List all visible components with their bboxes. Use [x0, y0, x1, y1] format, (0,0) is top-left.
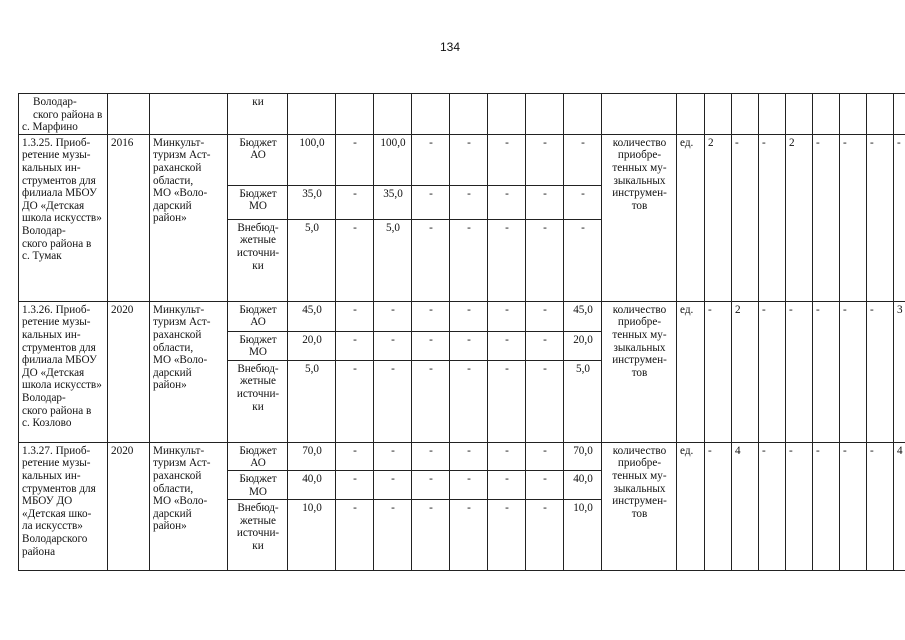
funding-total-cell: 40,0: [288, 470, 336, 499]
measure-name-line: района: [22, 545, 56, 558]
funding-source-line: ки: [252, 539, 264, 552]
indicator-line: тенных му-: [612, 161, 667, 174]
indicator-value-cell: -: [840, 301, 867, 442]
funding-y6-cell: -: [526, 442, 564, 470]
funding-source-line: жетные: [240, 234, 276, 247]
funding-total-cell: 10,0: [288, 499, 336, 570]
indicator-cell: [602, 442, 677, 570]
funding-y4-cell: -: [450, 301, 488, 331]
indicator-line: инструмен-: [612, 495, 667, 508]
executor-cell: [150, 442, 228, 570]
indicator-value-cell: 2: [732, 301, 759, 442]
measure-name-cell: [19, 134, 108, 301]
funding-y4-cell: -: [450, 470, 488, 499]
funding-y5-cell: -: [488, 219, 526, 301]
measure-name-line: Володар-: [22, 391, 66, 404]
funding-y5-cell: -: [488, 499, 526, 570]
funding-source-line: жетные: [240, 375, 276, 388]
measure-name-line: струментов для: [22, 341, 96, 354]
funding-source-line: источни-: [236, 246, 280, 259]
funding-source-cell: [228, 185, 288, 219]
measure-name-line: 1.3.25. Приоб-: [22, 136, 91, 149]
funding-source-line: МО: [248, 346, 268, 359]
measure-name-line: ДО «Детская: [22, 199, 85, 212]
funding-y1-cell: -: [336, 219, 374, 301]
funding-y1-cell: -: [336, 185, 374, 219]
funding-y3-cell: -: [412, 331, 450, 360]
funding-source-line: Бюджет: [239, 187, 277, 200]
indicator-line: инструмен-: [612, 187, 667, 200]
funding-y4-cell: -: [450, 185, 488, 219]
funding-y6-cell: -: [526, 331, 564, 360]
funding-y1-cell: -: [336, 331, 374, 360]
funding-y2-cell: 5,0: [374, 219, 412, 301]
funding-source-cell: [228, 499, 288, 570]
funding-y4-cell: -: [450, 331, 488, 360]
unit-cell: ед.: [677, 301, 705, 442]
measure-name-line: МБОУ ДО: [22, 495, 73, 508]
indicator-value-cell: -: [867, 134, 894, 301]
indicator-line: количество: [612, 303, 667, 316]
measure-name-line: «Детская шко-: [22, 507, 92, 520]
indicator-line: зыкальных: [613, 174, 666, 187]
indicator-value-cell: -: [759, 134, 786, 301]
funding-y1-cell: -: [336, 470, 374, 499]
funding-source-line: Бюджет: [239, 472, 277, 485]
funding-source-cell: [228, 360, 288, 442]
funding-y7-cell: 40,0: [564, 470, 602, 499]
funding-total-cell: 70,0: [288, 442, 336, 470]
funding-y4-cell: -: [450, 360, 488, 442]
funding-y4-cell: -: [450, 442, 488, 470]
executor-line: Минкульт-: [153, 136, 205, 149]
funding-source-line: ки: [252, 259, 264, 272]
measure-name-line: кальных ин-: [22, 161, 81, 174]
funding-y5-cell: -: [488, 470, 526, 499]
table-row: [19, 134, 905, 185]
indicator-value-cell: 3: [894, 301, 905, 442]
measure-name-cell: [19, 94, 108, 135]
measure-name-line: струментов для: [22, 174, 96, 187]
indicator-value-cell: -: [840, 134, 867, 301]
measure-name-line: школа искусств»: [22, 379, 102, 392]
funding-y7-cell: 70,0: [564, 442, 602, 470]
funding-source-line: АО: [250, 316, 266, 329]
funding-source-line: АО: [250, 457, 266, 470]
funding-source-line: Внебюд-: [237, 501, 279, 514]
indicator-line: приобре-: [617, 316, 662, 329]
executor-line: раханской: [153, 161, 202, 174]
executor-line: дарский: [153, 366, 192, 379]
measure-name-line: 1.3.26. Приоб-: [22, 303, 91, 316]
indicator-line: инструмен-: [612, 354, 667, 367]
executor-line: Минкульт-: [153, 444, 205, 457]
unit-cell: ед.: [677, 442, 705, 570]
measure-name-line: Володар-: [33, 96, 77, 108]
funding-y2-cell: -: [374, 360, 412, 442]
indicator-line: количество: [612, 444, 667, 457]
year-cell: 2016: [108, 134, 150, 301]
executor-line: МО «Воло-: [153, 354, 208, 367]
funding-y2-cell: -: [374, 301, 412, 331]
funding-y5-cell: -: [488, 331, 526, 360]
indicator-value-cell: -: [705, 442, 732, 570]
funding-source-cell: [228, 442, 288, 470]
indicator-line: тенных му-: [612, 328, 667, 341]
executor-line: дарский: [153, 507, 192, 520]
funding-y1-cell: -: [336, 442, 374, 470]
funding-y2-cell: -: [374, 499, 412, 570]
executor-line: район»: [153, 520, 187, 533]
funding-y6-cell: -: [526, 185, 564, 219]
table-row: [19, 442, 905, 470]
funding-y6-cell: -: [526, 499, 564, 570]
funding-y2-cell: 100,0: [374, 134, 412, 185]
executor-line: области,: [153, 341, 194, 354]
executor-line: Минкульт-: [153, 303, 205, 316]
funding-source-line: Бюджет: [239, 303, 277, 316]
indicator-value-cell: -: [786, 301, 813, 442]
funding-source-line: жетные: [240, 514, 276, 527]
indicator-value-cell: -: [759, 301, 786, 442]
funding-source-cell: [228, 301, 288, 331]
funding-y1-cell: -: [336, 134, 374, 185]
funding-source-cell: ки: [228, 94, 288, 135]
measure-name-line: ретение музы-: [22, 149, 91, 162]
funding-y2-cell: -: [374, 331, 412, 360]
year-cell: 2020: [108, 442, 150, 570]
measure-name-line: школа искусств»: [22, 212, 102, 225]
indicator-line: тов: [631, 507, 648, 520]
funding-y7-cell: 10,0: [564, 499, 602, 570]
funding-source-line: АО: [250, 149, 266, 162]
funding-total-cell: 45,0: [288, 301, 336, 331]
measures-table: [18, 93, 905, 571]
executor-line: МО «Воло-: [153, 495, 208, 508]
table-row: [19, 301, 905, 331]
funding-source-cell: [228, 331, 288, 360]
measure-name-cell: [19, 442, 108, 570]
indicator-value-cell: 4: [894, 442, 905, 570]
funding-source-line: Внебюд-: [237, 362, 279, 375]
indicator-line: тенных му-: [612, 469, 667, 482]
indicator-value-cell: -: [867, 442, 894, 570]
funding-y7-cell: -: [564, 219, 602, 301]
measure-name-line: 1.3.27. Приоб-: [22, 444, 91, 457]
funding-y6-cell: -: [526, 301, 564, 331]
indicator-value-cell: -: [732, 134, 759, 301]
indicator-line: зыкальных: [613, 341, 666, 354]
funding-y4-cell: -: [450, 499, 488, 570]
funding-y5-cell: -: [488, 360, 526, 442]
funding-y6-cell: -: [526, 134, 564, 185]
funding-y2-cell: -: [374, 442, 412, 470]
executor-line: район»: [153, 212, 187, 225]
indicator-value-cell: -: [813, 442, 840, 570]
executor-cell: [150, 134, 228, 301]
executor-line: области,: [153, 174, 194, 187]
funding-y5-cell: -: [488, 134, 526, 185]
funding-y2-cell: 35,0: [374, 185, 412, 219]
funding-y3-cell: -: [412, 442, 450, 470]
measure-name-line: кальных ин-: [22, 469, 81, 482]
funding-source-line: МО: [248, 200, 268, 213]
funding-y3-cell: -: [412, 185, 450, 219]
executor-line: туризм Аст-: [153, 149, 211, 162]
funding-y1-cell: -: [336, 301, 374, 331]
funding-y4-cell: -: [450, 134, 488, 185]
funding-source-cell: [228, 470, 288, 499]
indicator-line: количество: [612, 136, 667, 149]
funding-y3-cell: -: [412, 134, 450, 185]
funding-y5-cell: -: [488, 185, 526, 219]
funding-y3-cell: -: [412, 499, 450, 570]
executor-line: раханской: [153, 469, 202, 482]
funding-y5-cell: -: [488, 301, 526, 331]
measure-name-line: Володар-: [22, 224, 66, 237]
indicator-line: тов: [631, 199, 648, 212]
indicator-value-cell: -: [813, 301, 840, 442]
funding-y7-cell: 5,0: [564, 360, 602, 442]
funding-y7-cell: -: [564, 134, 602, 185]
funding-y6-cell: -: [526, 470, 564, 499]
measure-name-line: ретение музы-: [22, 457, 91, 470]
measure-name-line: с. Козлово: [22, 417, 72, 430]
measure-name-line: с. Марфино: [22, 121, 78, 134]
table-row-continued: [19, 94, 905, 135]
indicator-line: приобре-: [617, 457, 662, 470]
measure-name-line: филиала МБОУ: [22, 187, 97, 200]
funding-y1-cell: -: [336, 360, 374, 442]
funding-y2-cell: -: [374, 470, 412, 499]
indicator-value-cell: -: [786, 442, 813, 570]
funding-source-line: Бюджет: [239, 333, 277, 346]
page-number: 134: [440, 40, 461, 54]
funding-total-cell: 35,0: [288, 185, 336, 219]
funding-source-line: Бюджет: [239, 444, 277, 457]
funding-y1-cell: -: [336, 499, 374, 570]
funding-y7-cell: 20,0: [564, 331, 602, 360]
funding-source-cell: [228, 219, 288, 301]
funding-total-cell: 5,0: [288, 219, 336, 301]
year-cell: 2020: [108, 301, 150, 442]
funding-source-line: Бюджет: [239, 136, 277, 149]
indicator-value-cell: -: [759, 442, 786, 570]
indicator-line: тов: [631, 366, 648, 379]
funding-total-cell: 5,0: [288, 360, 336, 442]
measure-name-line: ского района в: [22, 404, 92, 417]
measure-name-line: с. Тумак: [22, 250, 62, 263]
measure-name-line: ДО «Детская: [22, 366, 85, 379]
executor-cell: [150, 301, 228, 442]
funding-y3-cell: -: [412, 360, 450, 442]
funding-y7-cell: 45,0: [564, 301, 602, 331]
funding-y3-cell: -: [412, 301, 450, 331]
indicator-value-cell: -: [840, 442, 867, 570]
indicator-cell: [602, 301, 677, 442]
funding-y6-cell: -: [526, 360, 564, 442]
executor-line: области,: [153, 482, 194, 495]
measure-name-cell: [19, 301, 108, 442]
executor-line: раханской: [153, 328, 202, 341]
measure-name-line: ского района в: [33, 108, 103, 121]
measure-name-line: кальных ин-: [22, 328, 81, 341]
funding-y6-cell: -: [526, 219, 564, 301]
measure-name-line: Володарского: [22, 532, 88, 545]
funding-source-cell: [228, 134, 288, 185]
measure-name-line: ла искусств»: [22, 520, 83, 533]
indicator-line: приобре-: [617, 149, 662, 162]
executor-line: МО «Воло-: [153, 187, 208, 200]
indicator-value-cell: -: [894, 134, 905, 301]
funding-y7-cell: -: [564, 185, 602, 219]
indicator-value-cell: 2: [705, 134, 732, 301]
funding-y3-cell: -: [412, 219, 450, 301]
funding-source-line: источни-: [236, 527, 280, 540]
funding-y3-cell: -: [412, 470, 450, 499]
funding-total-cell: 20,0: [288, 331, 336, 360]
indicator-value-cell: 4: [732, 442, 759, 570]
funding-source-line: МО: [248, 485, 268, 498]
indicator-value-cell: 2: [786, 134, 813, 301]
funding-source-line: ки: [252, 400, 264, 413]
executor-line: туризм Аст-: [153, 457, 211, 470]
funding-y5-cell: -: [488, 442, 526, 470]
measure-name-line: ского района в: [22, 237, 92, 250]
indicator-value-cell: -: [813, 134, 840, 301]
executor-line: туризм Аст-: [153, 316, 211, 329]
funding-source-line: Внебюд-: [237, 221, 279, 234]
funding-source-line: источни-: [236, 387, 280, 400]
executor-line: район»: [153, 379, 187, 392]
indicator-value-cell: -: [867, 301, 894, 442]
measure-name-line: струментов для: [22, 482, 96, 495]
funding-y4-cell: -: [450, 219, 488, 301]
indicator-cell: [602, 134, 677, 301]
measure-name-line: ретение музы-: [22, 316, 91, 329]
indicator-value-cell: -: [705, 301, 732, 442]
funding-total-cell: 100,0: [288, 134, 336, 185]
measure-name-line: филиала МБОУ: [22, 354, 97, 367]
indicator-line: зыкальных: [613, 482, 666, 495]
executor-line: дарский: [153, 199, 192, 212]
unit-cell: ед.: [677, 134, 705, 301]
